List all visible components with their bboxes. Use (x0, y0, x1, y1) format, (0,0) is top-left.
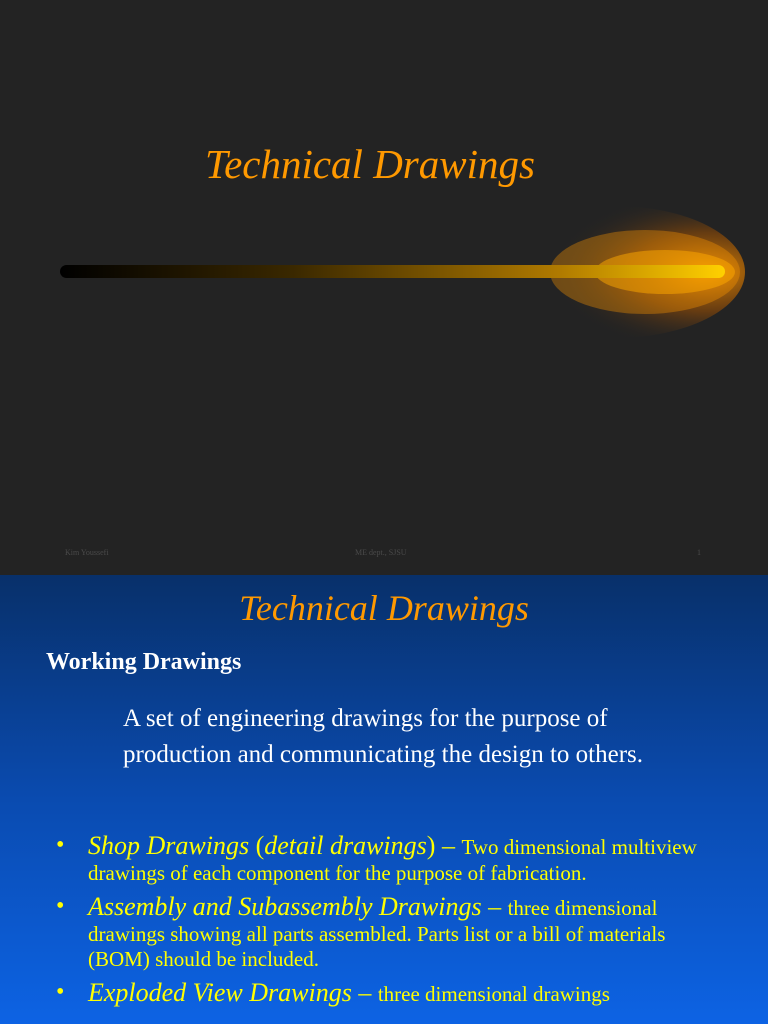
bullet-dot-icon: • (56, 893, 65, 919)
bullet-heading: Exploded View Drawings (88, 978, 352, 1007)
bullet-paren-open: ( (249, 831, 265, 860)
slide-2-title: Technical Drawings (239, 588, 529, 628)
bullet-heading: Shop Drawings (88, 831, 250, 860)
bullet-dash: – (481, 892, 508, 921)
bullet-body: three dimensional drawings showing all parts assembled. Parts list or a bill of materials (BOM) should be included. (88, 896, 666, 971)
bullet-body: Two dimensional multiview drawings of each component for the purpose of fabrication. (88, 835, 697, 885)
bullet-heading: Assembly and Subassembly Drawings (88, 892, 482, 921)
footer-author: Kim Youssefi (65, 548, 109, 557)
slide-1-title: Technical Drawings (205, 141, 535, 187)
bullet-heading-paren: detail drawings (264, 831, 427, 860)
slide-2 (0, 575, 768, 1024)
footer-department: ME dept., SJSU (355, 548, 407, 557)
slide-2-subheading: Working Drawings (46, 649, 242, 675)
slide-2-paragraph: A set of engineering drawings for the purpose of production and communicating the design to others. (123, 705, 644, 768)
bullet-item (56, 978, 706, 1008)
bullet-dash: – (351, 978, 378, 1007)
bullet-list (56, 831, 706, 1014)
bullet-body: three dimensional drawings (377, 982, 610, 1006)
bullet-dot-icon: • (56, 832, 65, 858)
bullet-dot-icon: • (56, 979, 65, 1005)
bullet-paren-close: ) (426, 831, 436, 860)
comet-graphic (55, 200, 755, 340)
bullet-dash: – (435, 831, 462, 860)
comet-tail (60, 265, 725, 278)
footer-page-number: 1 (697, 548, 701, 557)
bullet-item (56, 892, 706, 972)
bullet-item (56, 831, 706, 886)
